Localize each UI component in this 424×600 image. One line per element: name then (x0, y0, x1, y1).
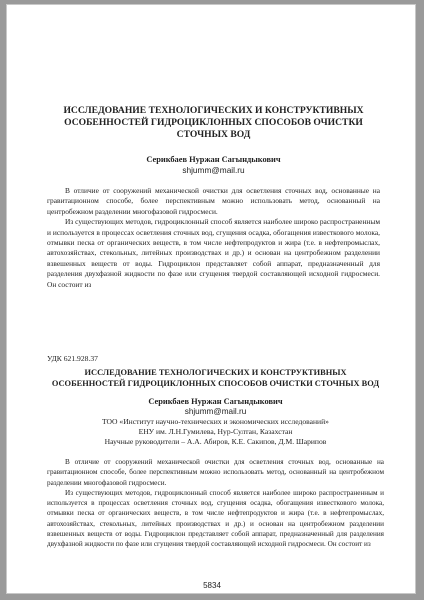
top-title (47, 105, 380, 141)
advisors: Научные руководители – А.А. Абиров, К.Е. Сакипов, Д.М. Шарипов (104, 437, 327, 446)
top-section (47, 105, 380, 290)
bottom-title-line2: ОСОБЕННОСТЕЙ ГИДРОЦИКЛОННЫХ СПОСОБОВ ОЧИСТКИ СТОЧНЫХ ВОД (51, 379, 380, 388)
top-paragraph-1: В отличие от сооружений механической очистки для осветления сточных вод, основанные на гравитационном способе, более перспективным можно использовать метод, основанный на центробежном разделении многофазовой гидросмеси. (47, 186, 380, 216)
bottom-body (47, 457, 384, 550)
udc-code: УДК 621.928.37 (47, 354, 98, 363)
bottom-author-block (47, 397, 384, 447)
affiliation-line1: ТОО «Институт научно-технических и экономических исследований» (102, 417, 329, 426)
document-page (6, 4, 416, 594)
bottom-title (47, 367, 384, 389)
affiliation-line2: ЕНУ им. Л.Н.Гумилева, Нур-Султан, Казахстан (138, 427, 293, 436)
top-title-line1: ИССЛЕДОВАНИЕ ТЕХНОЛОГИЧЕСКИХ И КОНСТРУКТИВНЫХ (63, 105, 364, 116)
bottom-title-line1: ИССЛЕДОВАНИЕ ТЕХНОЛОГИЧЕСКИХ И КОНСТРУКТИВНЫХ (84, 368, 347, 377)
bottom-author: Серикбаев Нуржан Сагындыкович (148, 397, 283, 406)
bottom-paragraph-1: В отличие от сооружений механической очистки для осветления сточных вод, основанные на гравитационном способе, более перспективным можно использовать метод, основанный на центробежном разделении многофазовой гидросмеси. (47, 458, 384, 487)
top-author: Серикбаев Нуржан Сагындыкович (146, 155, 281, 164)
page-number: 5834 (203, 581, 221, 590)
top-title-line2: ОСОБЕННОСТЕЙ ГИДРОЦИКЛОННЫХ СПОСОБОВ ОЧИСТКИ СТОЧНЫХ ВОД (64, 117, 363, 140)
top-paragraph-2: Из существующих методов, гидроциклонный способ является наиболее широко распространенным и используется в процессах осветления сточных вод, сгущения осадка, обогащения известкового молока, отмывки песка от органических веществ, в том числе нефтепродуктов и жира (т.е. в нефтепромыслах, автохозяйствах, стекольных, литейных производствах и др.) и основан на центробежном разделении взвешенных веществ от воды. Гидроциклон представляет собой аппарат, предназначенный для разделения двухфазной жидкости по фазе или сгущения твердой составляющей исходной гидросмеси. Он состоит из (47, 217, 380, 289)
top-email: shjumm@mail.ru (182, 165, 245, 175)
bottom-paragraph-2: Из существующих методов, гидроциклонный способ является наиболее широко распространенным и используется в процессах осветления сточных вод, сгущения осадка, обогащения известкового молока, отмывки песка от органических веществ, в том числе нефтепродуктов и жира (т.е. в нефтепромыслах, автохозяйствах, стекольных, литейных производствах и др.) и основан на центробежном разделении взвешенных веществ от воды. Гидроциклон представляет собой аппарат, предназначенный для разделения двухфазной жидкости по фазе или сгущения твердой составляющей исходной гидросмеси. Он состоит из (47, 488, 384, 549)
top-author-block (47, 154, 380, 176)
bottom-email: shjumm@mail.ru (184, 407, 247, 416)
